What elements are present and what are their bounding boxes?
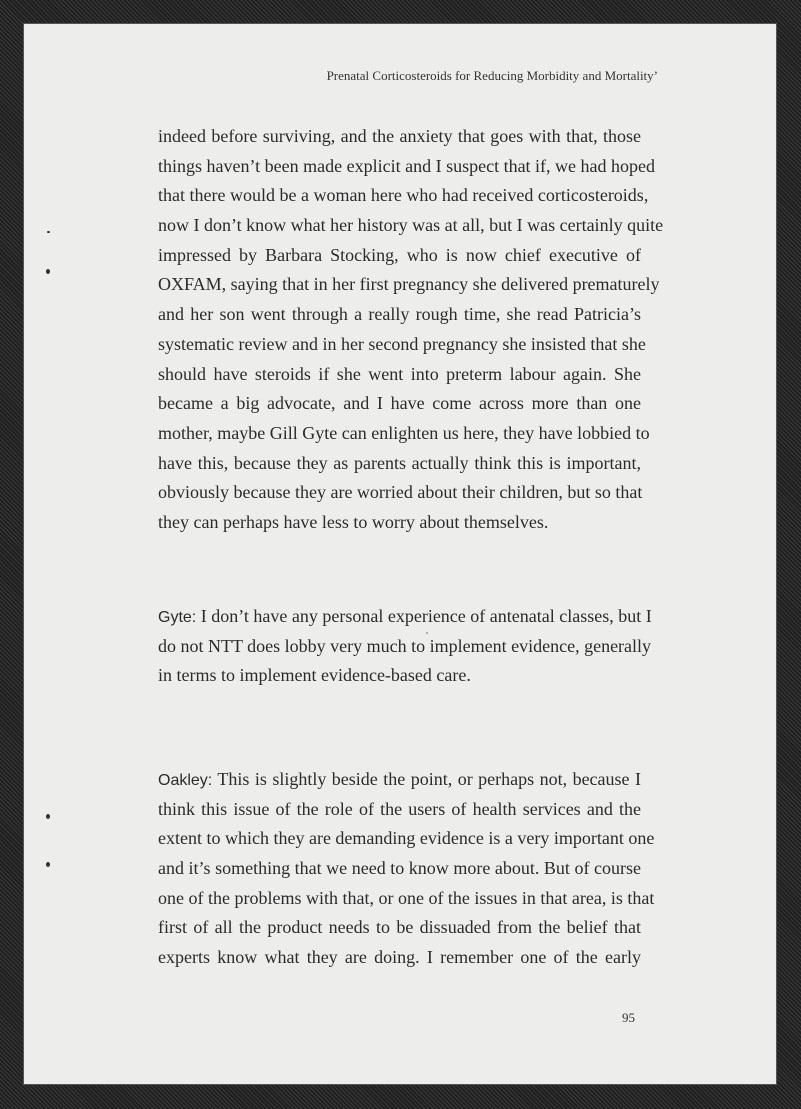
text-line: OXFAM, saying that in her first pregnancy she delivered prematurely (158, 274, 660, 295)
text-line (158, 602, 652, 632)
speaker-label: Oakley: (158, 772, 213, 789)
text-line: experts know what they are doing. I remember one of the early (158, 947, 641, 968)
text-line: first of all the product needs to be dissuaded from the belief that (158, 917, 641, 938)
paragraph-1 (158, 122, 664, 538)
paragraph-2 (158, 602, 652, 691)
text-line: should have steroids if she went into preterm labour again. She (158, 363, 641, 384)
margin-mark (46, 269, 50, 274)
page-number: 95 (622, 1010, 635, 1025)
text-line: and her son went through a really rough time, she read Patricia’s (158, 304, 641, 325)
speaker-label: Gyte: (158, 609, 197, 626)
text-line: extent to which they are demanding evidence is a very important one (158, 828, 655, 849)
margin-mark (46, 862, 50, 867)
text-line: think this issue of the role of the users of health services and the (158, 798, 641, 819)
text-line: do not NTT does lobby very much to implement evidence, generally (158, 635, 652, 656)
margin-mark (47, 231, 50, 233)
text-line: have this, because they as parents actually think this is important, (158, 452, 641, 473)
running-header: Prenatal Corticosteroids for Reducing Morbidity and Mortality’ (326, 68, 658, 83)
text-line: systematic review and in her second pregnancy she insisted that she (158, 333, 646, 354)
text-line: that there would be a woman here who had received corticosteroids, (158, 185, 649, 206)
text-line: mother, maybe Gill Gyte can enlighten us here, they have lobbied to (158, 422, 650, 443)
text-line (158, 765, 641, 795)
text-line: obviously because they are worried about their children, but so that (158, 482, 643, 503)
text-line: and it’s something that we need to know more about. But of course (158, 858, 641, 879)
text-line: indeed before surviving, and the anxiety that goes with that, those (158, 126, 641, 146)
speech-text: I don’t have any personal experience of antenatal classes, but I (196, 606, 652, 626)
text-line: now I don’t know what her history was at all, but I was certainly quite (158, 215, 664, 236)
paragraph-3 (158, 765, 655, 973)
text-line: things haven’t been made explicit and I suspect that if, we had hoped (158, 155, 656, 176)
text-line: became a big advocate, and I have come across more than one (158, 393, 641, 414)
speech-text: This is slightly beside the point, or perhaps not, because I (212, 769, 641, 789)
margin-mark (46, 814, 50, 819)
margin-mark (426, 632, 428, 634)
text-line: impressed by Barbara Stocking, who is now chief executive of (158, 244, 641, 265)
text-line: they can perhaps have less to worry about themselves. (158, 511, 549, 532)
text-line: in terms to implement evidence-based care. (158, 665, 471, 686)
document-page (24, 24, 776, 1084)
text-line: one of the problems with that, or one of the issues in that area, is that (158, 887, 655, 908)
